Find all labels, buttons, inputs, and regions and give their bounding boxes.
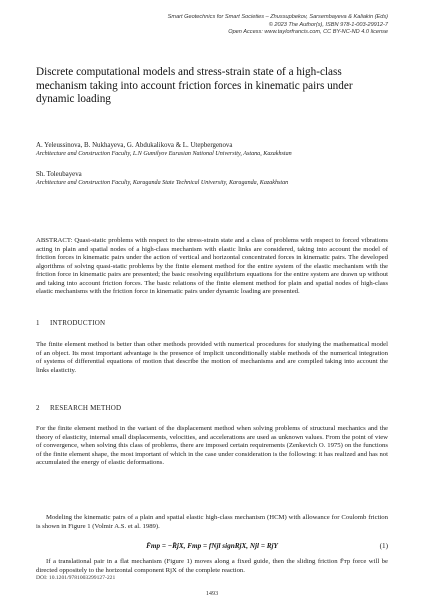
header-copyright-line: © 2023 The Author(s), ISBN 978-1-003-29912-7 — [268, 21, 388, 28]
author-affiliation: Architecture and Construction Faculty, Karaganda State Technical University, Karaganda, Kazakhstan — [36, 180, 289, 186]
section-heading-introduction — [36, 319, 105, 327]
author-block-1 — [36, 141, 388, 158]
abstract: ABSTRACT: Quasi-static problems with respect to the stress-strain state and a class of problems with respect to forced vibrations acting in plain and spatial nodes of a high-class mechanism with elastic links are considered, taking into account the model of friction forces in kinematic pairs under the action of vertical and horizontal concentrated forces in kinematic pairs. The developed algorithms of solving quasi-static problems by the finite element method for the entire system of the elastic mechanism with the friction force in kinematic pairs are presented; the basic resolving equilibrium equations for the entire system are drawn up without and taking into account friction forces. The basic relations of the finite element method for plain and spatial nodes of high-class elastic mechanisms with the friction force in kinematic pairs under dynamic loading are presented. — [36, 237, 388, 296]
author-names: A. Yeleussinova, B. Nukhayeva, G. Abdukalikova & L. Utepbergenova — [36, 142, 233, 149]
section-title: INTRODUCTION — [50, 319, 106, 327]
author-names: Sh. Toleubayeva — [36, 171, 82, 178]
page-number: 1493 — [205, 590, 219, 597]
research-method-paragraph: Modeling the kinematic pairs of a plain and spatial elastic high-class mechanism (HCM) with allowance for Coulomb friction is shown in Figure 1 (Volmir A.S. et al. 1989). — [36, 514, 388, 530]
author-affiliation: Architecture and Construction Faculty, L.N Gumilyov Eurasian National University, Astana, Kazakhstan — [36, 151, 292, 157]
equation-1 — [36, 542, 388, 554]
section-number: 2 — [36, 404, 40, 412]
header-license-line[interactable]: Open Access: www.taylorfrancis.com, CC BY-NC-ND 4.0 license — [228, 29, 388, 36]
equation-expression: F̄тр = −R̄jX, Fтр = fNjl signRjX, Njl = RjY — [146, 542, 278, 550]
doi-link[interactable]: DOI: 10.1201/9781003299127-221 — [36, 575, 116, 581]
equation-number: (1) — [379, 542, 388, 550]
section-title: RESEARCH METHOD — [50, 404, 122, 412]
post-equation-paragraph: If a translational pair in a flat mechanism (Figure 1) moves along a fixed guide, then the sliding friction F̄тр force will be directed oppositely to the horizontal component RjX of the complete reaction. — [36, 558, 388, 574]
header-book-line: Smart Geotechnics for Smart Societies – Zhussupbekov, Sarsembayeva & Kaliakin (Eds) — [167, 14, 388, 20]
section-number: 1 — [36, 319, 40, 327]
author-block-2 — [36, 170, 388, 187]
running-header — [48, 14, 388, 37]
introduction-paragraph: The finite element method is better than other methods provided with numerical procedures for studying the mathematical model of an object. Its most important advantage is the presence of implicit unconditionally stable methods of the numerical integration of systems of differential equations of motion that describe the motion of mechanisms and are compiled taking into account the links elasticity. — [36, 341, 388, 374]
section-heading-research-method — [36, 404, 121, 412]
paper-title: Discrete computational models and stress-strain state of a high-class mechanism taking into account friction forces in kinematic pairs under dynamic loading — [36, 66, 353, 106]
research-method-paragraph: For the finite element method in the variant of the displacement method when solving problems of structural mechanics and the theory of elasticity, internal small displacements, velocities, and accelerations are used as unknown values. From the point of view of convergence, when solving this class of problems, there are imposed certain requirements (Zenkevich O. 1975) on the functions of the finite element shape, the most important of which in the case under consideration is the following: it has realized and has not accumulated the energy of elastic deformations. — [36, 425, 388, 467]
